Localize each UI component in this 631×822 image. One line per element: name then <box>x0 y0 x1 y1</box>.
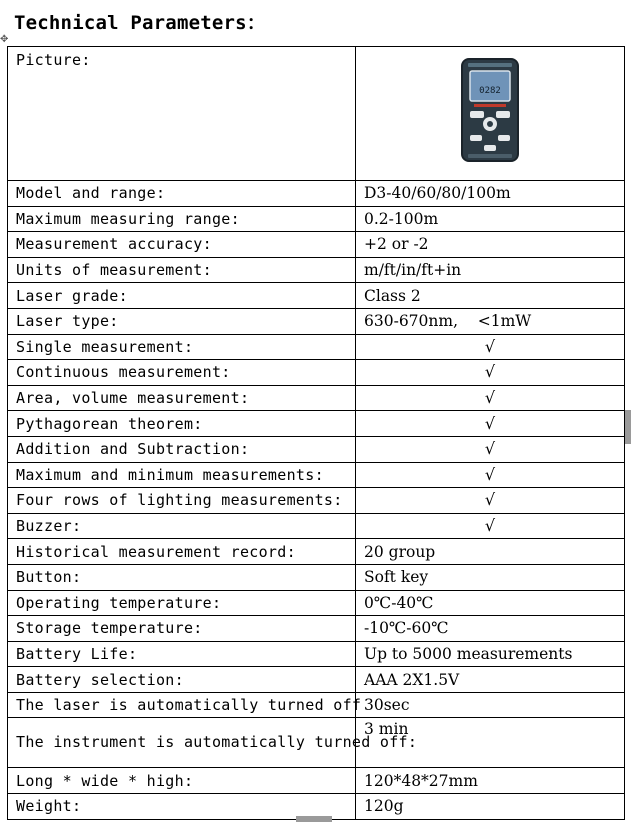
table-row <box>8 768 625 794</box>
row-value: Up to 5000 measurements <box>356 641 625 667</box>
row-value: 30sec <box>356 692 625 718</box>
table-row <box>8 641 625 667</box>
table-row <box>8 181 625 207</box>
check-mark: √ <box>356 462 625 488</box>
bottom-scroll-tab[interactable] <box>296 816 332 822</box>
row-label: Single measurement: <box>8 334 356 360</box>
row-label: Button: <box>8 564 356 590</box>
product-picture <box>356 47 625 181</box>
row-label: Area, volume measurement: <box>8 385 356 411</box>
table-row <box>8 257 625 283</box>
table-row <box>8 539 625 565</box>
table-row <box>8 232 625 258</box>
row-value: 120g <box>356 794 625 820</box>
row-value: Class 2 <box>356 283 625 309</box>
row-value: -10℃-60℃ <box>356 616 625 642</box>
row-label: Laser grade: <box>8 283 356 309</box>
check-mark: √ <box>356 411 625 437</box>
device-screen-readout: 0282 <box>479 86 501 96</box>
row-label: Pythagorean theorem: <box>8 411 356 437</box>
row-value: 0℃-40℃ <box>356 590 625 616</box>
row-label: Battery Life: <box>8 641 356 667</box>
laser-distance-meter-icon <box>460 57 520 163</box>
row-label: Maximum measuring range: <box>8 206 356 232</box>
check-mark: √ <box>356 385 625 411</box>
row-label: Measurement accuracy: <box>8 232 356 258</box>
row-label: Maximum and minimum measurements: <box>8 462 356 488</box>
table-row <box>8 590 625 616</box>
table-row <box>8 616 625 642</box>
table-row <box>8 308 625 334</box>
side-scroll-tab[interactable] <box>625 410 631 444</box>
table-row <box>8 206 625 232</box>
row-label: Four rows of lighting measurements: <box>8 488 356 514</box>
check-mark: √ <box>356 488 625 514</box>
table-row <box>8 411 625 437</box>
parameters-table <box>7 46 625 820</box>
row-value: Soft key <box>356 564 625 590</box>
table-row <box>8 47 625 181</box>
row-label: Laser type: <box>8 308 356 334</box>
row-value: D3-40/60/80/100m <box>356 181 625 207</box>
row-label: Storage temperature: <box>8 616 356 642</box>
row-label: Buzzer: <box>8 513 356 539</box>
row-label: Long * wide * high: <box>8 768 356 794</box>
row-label: Operating temperature: <box>8 590 356 616</box>
table-row <box>8 462 625 488</box>
row-value: 20 group <box>356 539 625 565</box>
row-label: Units of measurement: <box>8 257 356 283</box>
row-label: Picture: <box>8 47 356 181</box>
row-label: Model and range: <box>8 181 356 207</box>
table-row <box>8 360 625 386</box>
table-row <box>8 692 625 718</box>
row-value: +2 or -2 <box>356 232 625 258</box>
row-label: The laser is automatically turned off <box>8 692 356 718</box>
table-row <box>8 718 625 768</box>
table-move-handle[interactable]: ✥ <box>0 34 9 45</box>
row-label: Battery selection: <box>8 667 356 693</box>
row-value: AAA 2X1.5V <box>356 667 625 693</box>
row-label: Continuous measurement: <box>8 360 356 386</box>
check-mark: √ <box>356 436 625 462</box>
check-mark: √ <box>356 360 625 386</box>
table-row <box>8 513 625 539</box>
page-title: Technical Parameters： <box>14 12 266 34</box>
check-mark: √ <box>356 513 625 539</box>
row-label: Historical measurement record: <box>8 539 356 565</box>
row-value: m/ft/in/ft+in <box>356 257 625 283</box>
row-value: 3 min <box>356 718 625 768</box>
table-row <box>8 488 625 514</box>
table-row <box>8 385 625 411</box>
table-row <box>8 334 625 360</box>
table-row <box>8 436 625 462</box>
row-value: 120*48*27mm <box>356 768 625 794</box>
row-value: 0.2-100m <box>356 206 625 232</box>
check-mark: √ <box>356 334 625 360</box>
row-label: The instrument is automatically turned off: <box>8 718 356 768</box>
row-value: 630-670nm, <1mW <box>356 308 625 334</box>
table-row <box>8 667 625 693</box>
table-row <box>8 564 625 590</box>
row-label: Addition and Subtraction: <box>8 436 356 462</box>
row-label: Weight: <box>8 794 356 820</box>
table-row <box>8 283 625 309</box>
